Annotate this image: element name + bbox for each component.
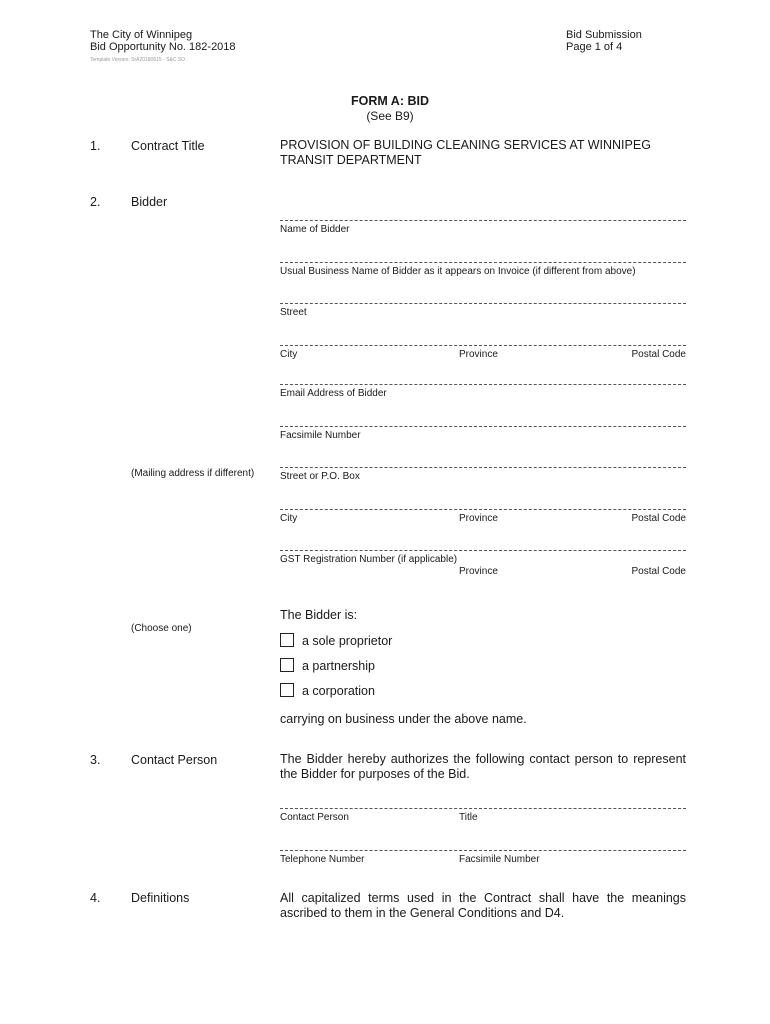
header-bid-opportunity: Bid Opportunity No. 182-2018 — [90, 41, 236, 53]
choose-one-note: (Choose one) — [131, 623, 192, 634]
definitions-text: All capitalized terms used in the Contract shall have the meanings ascribed to them in the General Conditions and D4. — [280, 891, 686, 920]
partnership-checkbox[interactable] — [280, 658, 294, 672]
fax-line[interactable] — [280, 426, 686, 427]
contact-fax-label: Facsimile Number — [459, 854, 540, 865]
mailing-address-note: (Mailing address if different) — [131, 468, 255, 479]
business-name-line[interactable] — [280, 262, 686, 263]
form-subtitle: (See B9) — [366, 109, 414, 123]
header-template-version: Template Version: SrA20180615 - S&C SO — [90, 57, 186, 63]
mailing-postal-label: Postal Code — [631, 513, 686, 524]
po-box-line[interactable] — [280, 467, 686, 468]
section-1-number: 1. — [90, 139, 101, 153]
po-box-label: Street or P.O. Box — [280, 471, 360, 482]
business-name-label: Usual Business Name of Bidder as it appears on Invoice (if different from above) — [280, 266, 636, 277]
section-3-title: Contact Person — [131, 753, 218, 767]
city-line[interactable] — [280, 345, 686, 346]
contract-title-value: PROVISION OF BUILDING CLEANING SERVICES AT WINNIPEG TRANSIT DEPARTMENT — [280, 138, 651, 167]
partnership-label: a partnership — [302, 659, 375, 673]
street-label: Street — [280, 307, 307, 318]
contact-title-label: Title — [459, 812, 478, 823]
mailing-city-line[interactable] — [280, 509, 686, 510]
mailing-province-label: Province — [459, 513, 498, 524]
bidder-name-line[interactable] — [280, 220, 686, 221]
header-submission: Bid Submission — [566, 29, 642, 41]
section-4-title: Definitions — [131, 891, 190, 905]
contact-person-text: The Bidder hereby authorizes the following contact person to represent the Bidder for purposes of the Bid. — [280, 752, 686, 781]
sole-proprietor-checkbox[interactable] — [280, 633, 294, 647]
sole-proprietor-label: a sole proprietor — [302, 634, 393, 648]
header-org: The City of Winnipeg — [90, 29, 193, 41]
province-label: Province — [459, 349, 498, 360]
bidder-is-label: The Bidder is: — [280, 608, 358, 622]
section-2-title: Bidder — [131, 195, 168, 209]
header-page-number: Page 1 of 4 — [566, 41, 623, 53]
section-1-title: Contract Title — [131, 139, 205, 153]
telephone-label: Telephone Number — [280, 854, 365, 865]
gst-label: GST Registration Number (if applicable) — [280, 554, 458, 565]
gst-line[interactable] — [280, 550, 686, 551]
telephone-line[interactable] — [280, 850, 686, 851]
gst-province-label: Province — [459, 566, 498, 577]
mailing-city-label: City — [280, 513, 298, 524]
gst-postal-label: Postal Code — [631, 566, 686, 577]
email-label: Email Address of Bidder — [280, 388, 387, 399]
section-4-number: 4. — [90, 891, 101, 905]
corporation-checkbox[interactable] — [280, 683, 294, 697]
corporation-label: a corporation — [302, 684, 375, 698]
city-label: City — [280, 349, 298, 360]
contact-person-label: Contact Person — [280, 812, 349, 823]
contact-person-line[interactable] — [280, 808, 686, 809]
carrying-on-text: carrying on business under the above name. — [280, 712, 527, 726]
fax-label: Facsimile Number — [280, 430, 361, 441]
street-line[interactable] — [280, 303, 686, 304]
email-line[interactable] — [280, 384, 686, 385]
section-3-number: 3. — [90, 753, 101, 767]
section-2-number: 2. — [90, 195, 101, 209]
bidder-name-label: Name of Bidder — [280, 224, 350, 235]
form-title: FORM A: BID — [351, 94, 429, 108]
postal-code-label: Postal Code — [631, 349, 686, 360]
